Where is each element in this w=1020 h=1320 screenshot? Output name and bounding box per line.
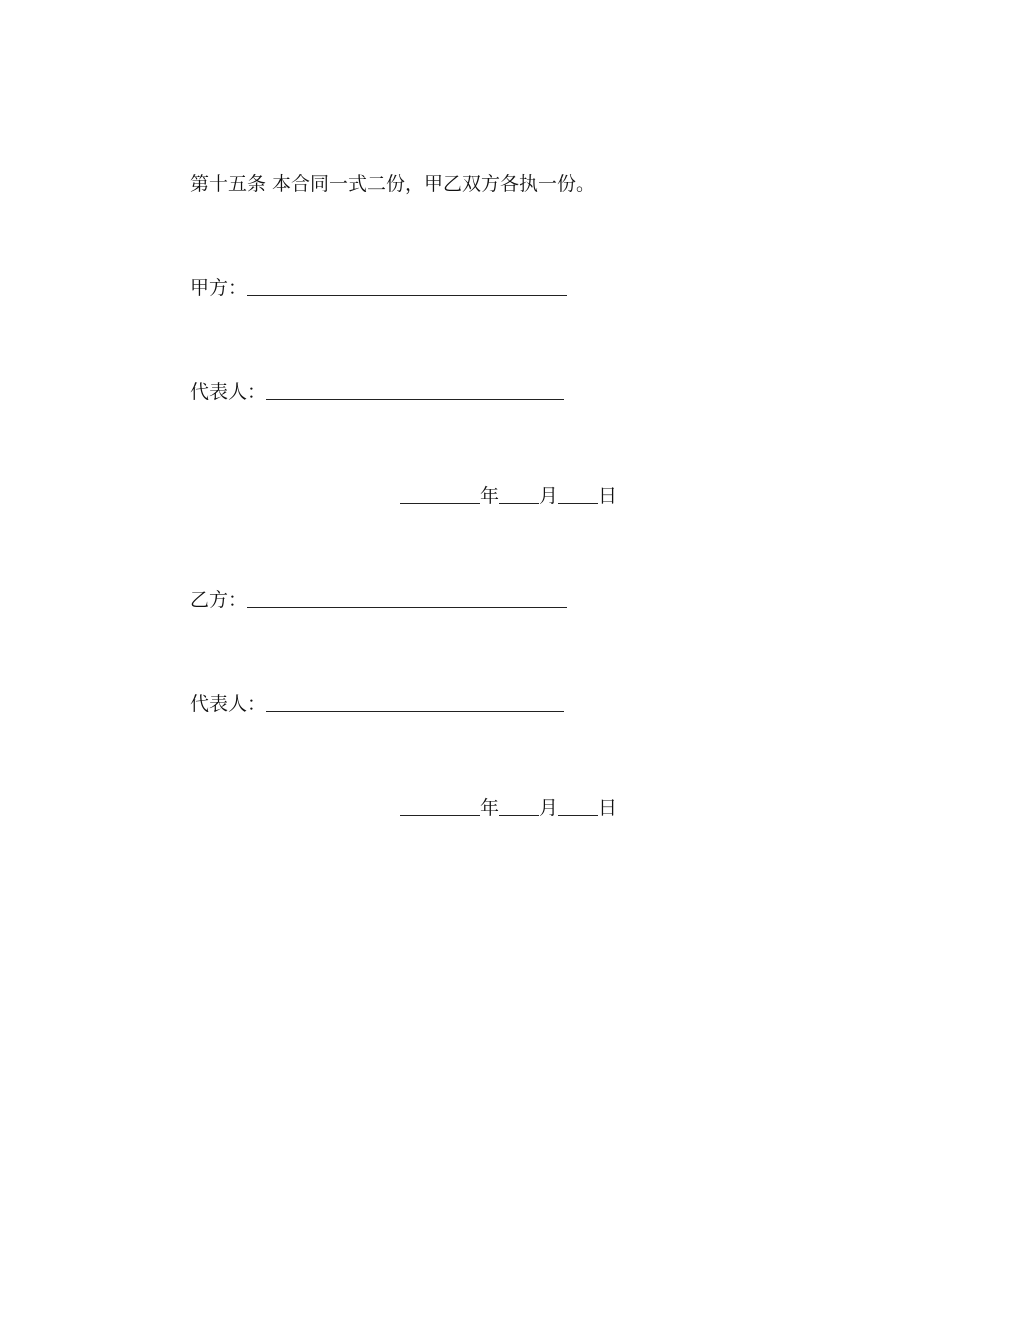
party-b-month-label: 月 xyxy=(539,797,559,819)
party-a-blank[interactable] xyxy=(247,294,567,296)
party-a-month-blank[interactable] xyxy=(499,502,539,504)
party-b-representative-label: 代表人： xyxy=(190,693,267,715)
party-a-day-blank[interactable] xyxy=(558,502,598,504)
party-b-month-blank[interactable] xyxy=(499,814,539,816)
party-a-signature-row xyxy=(190,276,567,300)
party-a-month-label: 月 xyxy=(539,485,559,507)
party-b-blank[interactable] xyxy=(247,606,567,608)
party-a-representative-blank[interactable] xyxy=(266,398,564,400)
party-b-label: 乙方： xyxy=(190,589,248,611)
party-b-day-blank[interactable] xyxy=(558,814,598,816)
party-b-signature-row xyxy=(190,588,567,612)
party-a-date-row xyxy=(400,484,617,508)
party-a-label: 甲方： xyxy=(190,277,248,299)
party-b-year-blank[interactable] xyxy=(400,814,480,816)
party-b-representative-row xyxy=(190,692,564,716)
party-a-year-label: 年 xyxy=(480,485,500,507)
party-a-representative-label: 代表人： xyxy=(190,381,267,403)
party-b-day-label: 日 xyxy=(598,797,618,819)
clause-fifteen: 第十五条 本合同一式二份，甲乙双方各执一份。 xyxy=(190,173,596,195)
party-b-representative-blank[interactable] xyxy=(266,710,564,712)
party-a-year-blank[interactable] xyxy=(400,502,480,504)
party-a-day-label: 日 xyxy=(598,485,618,507)
party-a-representative-row xyxy=(190,380,564,404)
party-b-date-row xyxy=(400,796,617,820)
party-b-year-label: 年 xyxy=(480,797,500,819)
